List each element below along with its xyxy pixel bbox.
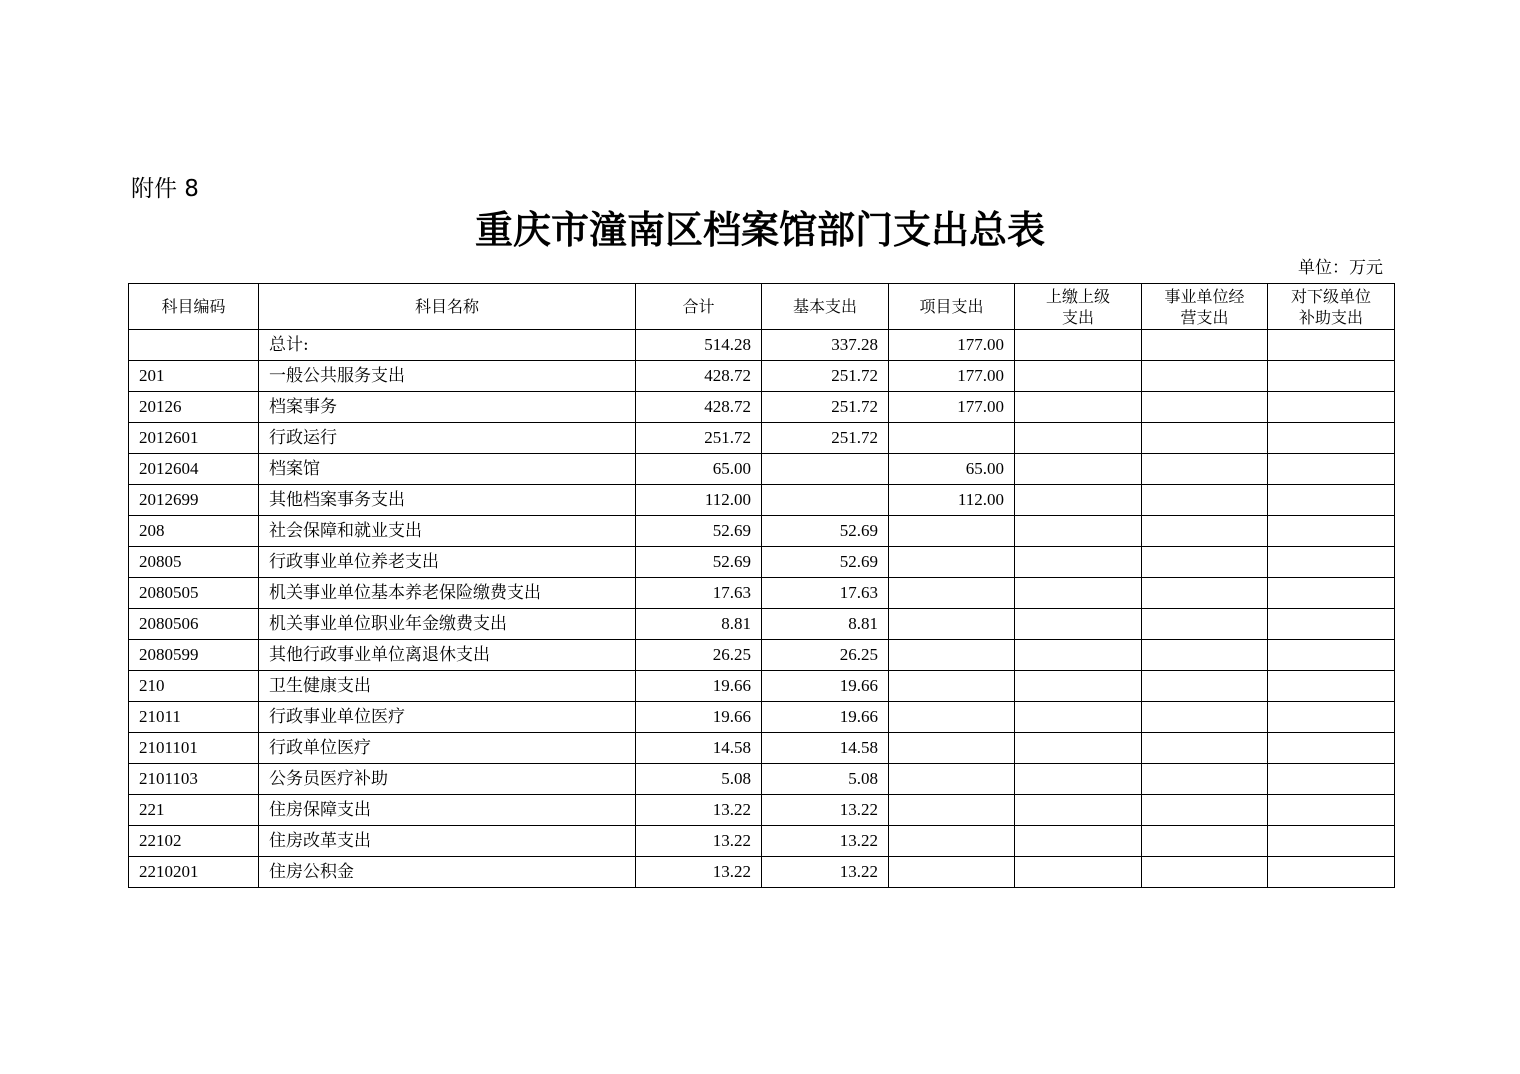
cell-upper [1015, 826, 1142, 857]
cell-subsidy [1268, 795, 1395, 826]
cell-project [889, 640, 1015, 671]
cell-name: 机关事业单位基本养老保险缴费支出 [259, 578, 636, 609]
cell-project: 177.00 [889, 392, 1015, 423]
cell-name: 行政事业单位养老支出 [259, 547, 636, 578]
cell-business [1142, 795, 1268, 826]
cell-business [1142, 330, 1268, 361]
cell-subsidy [1268, 702, 1395, 733]
cell-total: 26.25 [636, 640, 762, 671]
table-row [129, 578, 1395, 609]
cell-subsidy [1268, 516, 1395, 547]
cell-project [889, 733, 1015, 764]
cell-code: 2101103 [129, 764, 259, 795]
table-row [129, 392, 1395, 423]
cell-basic: 337.28 [762, 330, 889, 361]
cell-subsidy [1268, 671, 1395, 702]
cell-name: 机关事业单位职业年金缴费支出 [259, 609, 636, 640]
cell-business [1142, 857, 1268, 888]
cell-business [1142, 578, 1268, 609]
cell-project: 65.00 [889, 454, 1015, 485]
cell-business [1142, 640, 1268, 671]
cell-upper [1015, 547, 1142, 578]
cell-total: 13.22 [636, 826, 762, 857]
expenditure-table [128, 283, 1395, 888]
cell-business [1142, 702, 1268, 733]
cell-code: 2101101 [129, 733, 259, 764]
cell-subsidy [1268, 547, 1395, 578]
cell-project [889, 702, 1015, 733]
cell-upper [1015, 454, 1142, 485]
cell-total: 514.28 [636, 330, 762, 361]
cell-business [1142, 733, 1268, 764]
cell-name: 公务员医疗补助 [259, 764, 636, 795]
cell-name: 住房保障支出 [259, 795, 636, 826]
table-row [129, 609, 1395, 640]
cell-project [889, 857, 1015, 888]
cell-subsidy [1268, 764, 1395, 795]
cell-total: 5.08 [636, 764, 762, 795]
cell-project: 112.00 [889, 485, 1015, 516]
cell-code: 20126 [129, 392, 259, 423]
cell-name: 其他行政事业单位离退休支出 [259, 640, 636, 671]
table-row [129, 764, 1395, 795]
cell-code: 2080506 [129, 609, 259, 640]
cell-basic: 14.58 [762, 733, 889, 764]
cell-name: 其他档案事务支出 [259, 485, 636, 516]
column-header-code [129, 284, 259, 330]
cell-total: 13.22 [636, 857, 762, 888]
cell-name: 行政单位医疗 [259, 733, 636, 764]
column-header-text: 上缴上级 [1045, 286, 1110, 306]
cell-basic: 13.22 [762, 826, 889, 857]
cell-basic: 13.22 [762, 857, 889, 888]
cell-subsidy [1268, 640, 1395, 671]
table-row [129, 640, 1395, 671]
table-row [129, 423, 1395, 454]
cell-total: 13.22 [636, 795, 762, 826]
cell-basic: 19.66 [762, 702, 889, 733]
cell-subsidy [1268, 733, 1395, 764]
column-header-text: 合计 [682, 297, 715, 316]
table-row [129, 671, 1395, 702]
cell-code: 2080599 [129, 640, 259, 671]
cell-project: 177.00 [889, 330, 1015, 361]
cell-upper [1015, 485, 1142, 516]
cell-basic: 251.72 [762, 392, 889, 423]
cell-code: 208 [129, 516, 259, 547]
cell-business [1142, 764, 1268, 795]
cell-code [129, 330, 259, 361]
cell-name: 社会保障和就业支出 [259, 516, 636, 547]
cell-total: 19.66 [636, 702, 762, 733]
cell-project [889, 578, 1015, 609]
cell-upper [1015, 857, 1142, 888]
cell-business [1142, 547, 1268, 578]
cell-name: 行政运行 [259, 423, 636, 454]
cell-upper [1015, 671, 1142, 702]
cell-project: 177.00 [889, 361, 1015, 392]
cell-basic: 26.25 [762, 640, 889, 671]
cell-name: 行政事业单位医疗 [259, 702, 636, 733]
cell-project [889, 516, 1015, 547]
cell-upper [1015, 702, 1142, 733]
unit-label: 单位：万元 [1298, 258, 1383, 278]
column-header-subsidy [1268, 284, 1395, 330]
cell-project [889, 423, 1015, 454]
cell-subsidy [1268, 392, 1395, 423]
column-header-basic [762, 284, 889, 330]
cell-code: 2012601 [129, 423, 259, 454]
cell-code: 210 [129, 671, 259, 702]
cell-name: 住房改革支出 [259, 826, 636, 857]
table-row [129, 733, 1395, 764]
table-row [129, 485, 1395, 516]
cell-code: 2012604 [129, 454, 259, 485]
cell-subsidy [1268, 454, 1395, 485]
cell-project [889, 826, 1015, 857]
cell-upper [1015, 578, 1142, 609]
cell-subsidy [1268, 826, 1395, 857]
cell-code: 20805 [129, 547, 259, 578]
cell-basic: 8.81 [762, 609, 889, 640]
table-row [129, 857, 1395, 888]
cell-code: 201 [129, 361, 259, 392]
cell-business [1142, 516, 1268, 547]
cell-upper [1015, 733, 1142, 764]
cell-total: 52.69 [636, 516, 762, 547]
column-header-project [889, 284, 1015, 330]
cell-name: 一般公共服务支出 [259, 361, 636, 392]
cell-upper [1015, 392, 1142, 423]
cell-project [889, 795, 1015, 826]
cell-code: 221 [129, 795, 259, 826]
table-row [129, 361, 1395, 392]
cell-name: 档案馆 [259, 454, 636, 485]
cell-total: 19.66 [636, 671, 762, 702]
cell-business [1142, 609, 1268, 640]
table-row [129, 795, 1395, 826]
cell-basic: 52.69 [762, 516, 889, 547]
cell-total: 14.58 [636, 733, 762, 764]
cell-name: 总计: [259, 330, 636, 361]
column-header-text: 补助支出 [1298, 307, 1363, 327]
table-row [129, 547, 1395, 578]
cell-basic: 5.08 [762, 764, 889, 795]
table-body [129, 330, 1395, 888]
cell-business [1142, 826, 1268, 857]
table-row [129, 454, 1395, 485]
cell-total: 65.00 [636, 454, 762, 485]
cell-total: 112.00 [636, 485, 762, 516]
cell-name: 档案事务 [259, 392, 636, 423]
cell-upper [1015, 330, 1142, 361]
cell-subsidy [1268, 423, 1395, 454]
cell-total: 52.69 [636, 547, 762, 578]
cell-basic [762, 485, 889, 516]
cell-subsidy [1268, 578, 1395, 609]
cell-code: 2210201 [129, 857, 259, 888]
cell-upper [1015, 795, 1142, 826]
cell-name: 住房公积金 [259, 857, 636, 888]
cell-upper [1015, 640, 1142, 671]
column-header-total [636, 284, 762, 330]
cell-subsidy [1268, 609, 1395, 640]
table-row [129, 516, 1395, 547]
cell-total: 8.81 [636, 609, 762, 640]
cell-project [889, 609, 1015, 640]
cell-total: 17.63 [636, 578, 762, 609]
column-header-upper [1015, 284, 1142, 330]
cell-code: 2080505 [129, 578, 259, 609]
column-header-text: 项目支出 [919, 297, 984, 316]
header-row [129, 284, 1395, 330]
cell-subsidy [1268, 330, 1395, 361]
table-row [129, 702, 1395, 733]
cell-basic: 251.72 [762, 361, 889, 392]
column-header-text: 支出 [1061, 307, 1094, 327]
cell-subsidy [1268, 857, 1395, 888]
cell-basic: 17.63 [762, 578, 889, 609]
cell-basic: 13.22 [762, 795, 889, 826]
cell-subsidy [1268, 361, 1395, 392]
cell-business [1142, 454, 1268, 485]
table-row [129, 826, 1395, 857]
cell-business [1142, 423, 1268, 454]
column-header-text: 营支出 [1180, 307, 1229, 327]
cell-upper [1015, 516, 1142, 547]
table-header [129, 284, 1395, 330]
cell-total: 428.72 [636, 361, 762, 392]
attachment-label: 附件 8 [131, 176, 199, 202]
cell-project [889, 547, 1015, 578]
cell-upper [1015, 361, 1142, 392]
cell-business [1142, 485, 1268, 516]
cell-upper [1015, 764, 1142, 795]
cell-project [889, 671, 1015, 702]
cell-business [1142, 392, 1268, 423]
document-title: 重庆市潼南区档案馆部门支出总表 [474, 207, 1045, 252]
column-header-text: 基本支出 [792, 297, 857, 316]
cell-upper [1015, 609, 1142, 640]
cell-upper [1015, 423, 1142, 454]
column-header-text: 事业单位经 [1164, 286, 1245, 306]
cell-basic: 251.72 [762, 423, 889, 454]
cell-name: 卫生健康支出 [259, 671, 636, 702]
cell-total: 428.72 [636, 392, 762, 423]
cell-subsidy [1268, 485, 1395, 516]
cell-basic: 19.66 [762, 671, 889, 702]
cell-code: 22102 [129, 826, 259, 857]
cell-business [1142, 361, 1268, 392]
cell-business [1142, 671, 1268, 702]
column-header-name [259, 284, 636, 330]
cell-project [889, 764, 1015, 795]
cell-code: 21011 [129, 702, 259, 733]
column-header-business [1142, 284, 1268, 330]
column-header-text: 科目编码 [161, 297, 226, 316]
column-header-text: 对下级单位 [1290, 286, 1371, 306]
cell-total: 251.72 [636, 423, 762, 454]
cell-code: 2012699 [129, 485, 259, 516]
column-header-text: 科目名称 [414, 297, 479, 316]
cell-basic: 52.69 [762, 547, 889, 578]
cell-basic [762, 454, 889, 485]
table-row [129, 330, 1395, 361]
